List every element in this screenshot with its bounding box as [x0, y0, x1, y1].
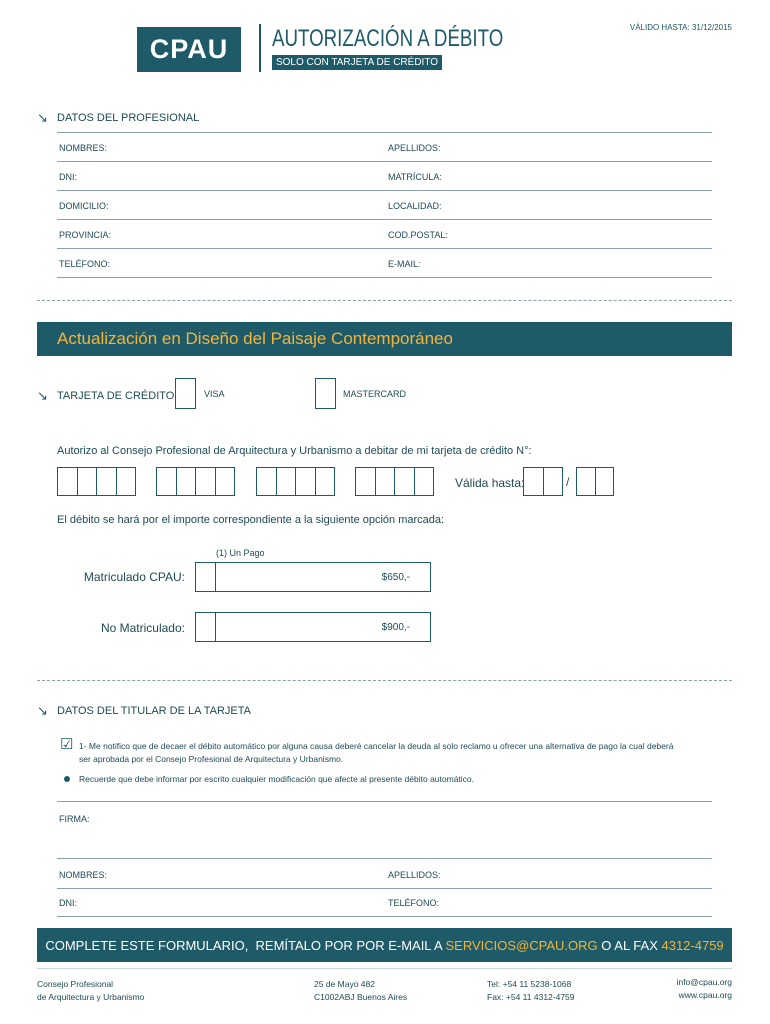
org-line-2: de Arquitectura y Urbanismo: [37, 992, 145, 1002]
digit-box[interactable]: [296, 468, 316, 495]
digit-box[interactable]: [216, 468, 235, 495]
digit-box[interactable]: [544, 468, 563, 495]
cod-postal-field[interactable]: COD.POSTAL:: [388, 230, 448, 240]
digit-box[interactable]: [97, 468, 117, 495]
card-number-group-4[interactable]: [355, 467, 434, 496]
section-titular-heading: [37, 703, 251, 719]
divider: [57, 219, 712, 220]
section-profesional-title: DATOS DEL PROFESIONAL: [57, 112, 200, 124]
visa-checkbox[interactable]: [175, 378, 196, 409]
digit-box[interactable]: [257, 468, 277, 495]
dni-field[interactable]: DNI:: [59, 172, 77, 182]
email-field[interactable]: E-MAIL:: [388, 259, 421, 269]
section-tarjeta-title: TARJETA DE CRÉDITO: [57, 390, 175, 402]
logo-text: CPAU: [149, 34, 229, 64]
checkmark-box-icon: ☑: [60, 736, 74, 753]
digit-box[interactable]: [117, 468, 136, 495]
localidad-field[interactable]: LOCALIDAD:: [388, 201, 442, 211]
option-label-matriculado: Matriculado CPAU:: [83, 570, 185, 584]
section-tarjeta-heading: [37, 388, 174, 404]
arrow-down-right-icon: ↘: [37, 388, 48, 403]
footer-web-link[interactable]: www.cpau.org: [678, 990, 732, 1000]
digit-box[interactable]: [157, 468, 177, 495]
cta-fax: 4312-4759: [661, 937, 724, 953]
address-line-2: C1002ABJ Buenos Aires: [314, 992, 408, 1002]
arrow-down-right-icon: ↘: [37, 703, 48, 718]
card-number-group-1[interactable]: [57, 467, 136, 496]
titular-telefono-field[interactable]: TELÉFONO:: [388, 898, 440, 908]
digit-box[interactable]: [415, 468, 434, 495]
firma-field[interactable]: FIRMA:: [59, 814, 90, 824]
cta-bar: [37, 928, 732, 962]
expiry-month-input[interactable]: [523, 467, 563, 496]
org-line-1: Consejo Profesional: [37, 979, 114, 989]
digit-box[interactable]: [524, 468, 544, 495]
provincia-field[interactable]: PROVINCIA:: [59, 230, 112, 240]
section-profesional-heading: [37, 110, 199, 126]
divider: [57, 190, 712, 191]
mastercard-checkbox[interactable]: [315, 378, 336, 409]
footer-tel: Tel: +54 11 5238-1068: [487, 979, 572, 989]
titular-dni-field[interactable]: DNI:: [59, 898, 77, 908]
address-line-1: 25 de Mayo 482: [314, 979, 375, 989]
divider: [57, 801, 712, 802]
divider: [57, 858, 712, 859]
expiry-year-input[interactable]: [576, 467, 614, 496]
arrow-down-right-icon: ↘: [37, 110, 48, 125]
divider: [57, 916, 712, 917]
bullet-icon: [64, 776, 70, 782]
digit-box[interactable]: [356, 468, 376, 495]
note-1-line-2: ser aprobada por el Consejo Profesional de Arquitectura y Urbanismo.: [79, 754, 344, 764]
digit-box[interactable]: [277, 468, 297, 495]
option-price: $650,-: [381, 571, 410, 583]
digit-box[interactable]: [177, 468, 197, 495]
expiry-slash: /: [566, 475, 570, 489]
divider: [57, 161, 712, 162]
digit-box[interactable]: [58, 468, 78, 495]
cta-prefix: COMPLETE ESTE FORMULARIO, REMÍTALO POR POR E-MAIL A: [45, 937, 446, 953]
valid-until: VÁLIDO HASTA: 31/12/2015: [629, 23, 732, 32]
digit-box[interactable]: [395, 468, 415, 495]
option-label-no-matriculado: No Matriculado:: [100, 621, 185, 635]
option-matriculado[interactable]: [195, 562, 431, 592]
footer-contact: [632, 976, 732, 1002]
visa-label: VISA: [204, 389, 225, 399]
divider: [57, 888, 712, 889]
card-number-group-2[interactable]: [156, 467, 235, 496]
debit-text: El débito se hará por el importe correspondiente a la siguiente opción marcada:: [57, 514, 445, 526]
option-checkbox[interactable]: [196, 613, 216, 641]
card-number-group-3[interactable]: [256, 467, 335, 496]
option-header: (1) Un Pago: [216, 548, 265, 558]
valid-until-label: Válida hasta:: [455, 476, 525, 490]
footer-address: [314, 978, 407, 1004]
form-subtitle: SOLO CON TARJETA DE CRÉDITO: [272, 55, 442, 70]
divider: [37, 968, 732, 969]
digit-box[interactable]: [78, 468, 98, 495]
header-divider: [259, 24, 261, 72]
apellidos-field[interactable]: APELLIDOS:: [388, 143, 441, 153]
footer-email-link[interactable]: info@cpau.org: [676, 977, 732, 987]
digit-box[interactable]: [577, 468, 596, 495]
option-checkbox[interactable]: [196, 563, 216, 591]
nombres-field[interactable]: NOMBRES:: [59, 143, 108, 153]
form-title: AUTORIZACIÓN A DÉBITO: [272, 25, 504, 52]
domicilio-field[interactable]: DOMICILIO:: [59, 201, 109, 211]
divider: [57, 248, 712, 249]
cpau-logo: [137, 27, 241, 72]
dashed-separator: [37, 300, 732, 301]
titular-nombres-field[interactable]: NOMBRES:: [59, 870, 108, 880]
cta-email-link[interactable]: SERVICIOS@CPAU.ORG: [445, 937, 598, 953]
digit-box[interactable]: [316, 468, 335, 495]
telefono-field[interactable]: TELÉFONO:: [59, 259, 111, 269]
note-2: Recuerde que debe informar por escrito cualquier modificación que afecte al presente débito automático.: [79, 774, 475, 784]
digit-box[interactable]: [196, 468, 216, 495]
footer-fax: Fax: +54 11 4312-4759: [487, 992, 575, 1002]
dashed-separator: [37, 680, 732, 681]
divider: [57, 132, 712, 133]
note-1: [79, 740, 673, 766]
note-1-line-1: 1- Me notifico que de decaer el débito automático por alguna causa deberé cancelar la deuda al solo reclamo u ofrecer una alternativa de pago la cual deberá: [79, 741, 674, 751]
digit-box[interactable]: [376, 468, 396, 495]
option-no-matriculado[interactable]: [195, 612, 431, 642]
divider: [57, 277, 712, 278]
section-titular-title: DATOS DEL TITULAR DE LA TARJETA: [57, 705, 251, 717]
mastercard-label: MASTERCARD: [343, 389, 407, 399]
course-banner: Actualización en Diseño del Paisaje Contemporáneo: [37, 322, 732, 356]
footer-phones: [487, 978, 575, 1004]
cta-mid: O AL FAX: [597, 937, 662, 953]
titular-apellidos-field[interactable]: APELLIDOS:: [388, 870, 441, 880]
matricula-field[interactable]: MATRÍCULA:: [388, 172, 442, 182]
footer-org: [37, 978, 144, 1004]
authorize-text: Autorizo al Consejo Profesional de Arquitectura y Urbanismo a debitar de mi tarjeta de crédito N°:: [57, 445, 532, 457]
digit-box[interactable]: [596, 468, 614, 495]
option-price: $900,-: [381, 621, 410, 633]
